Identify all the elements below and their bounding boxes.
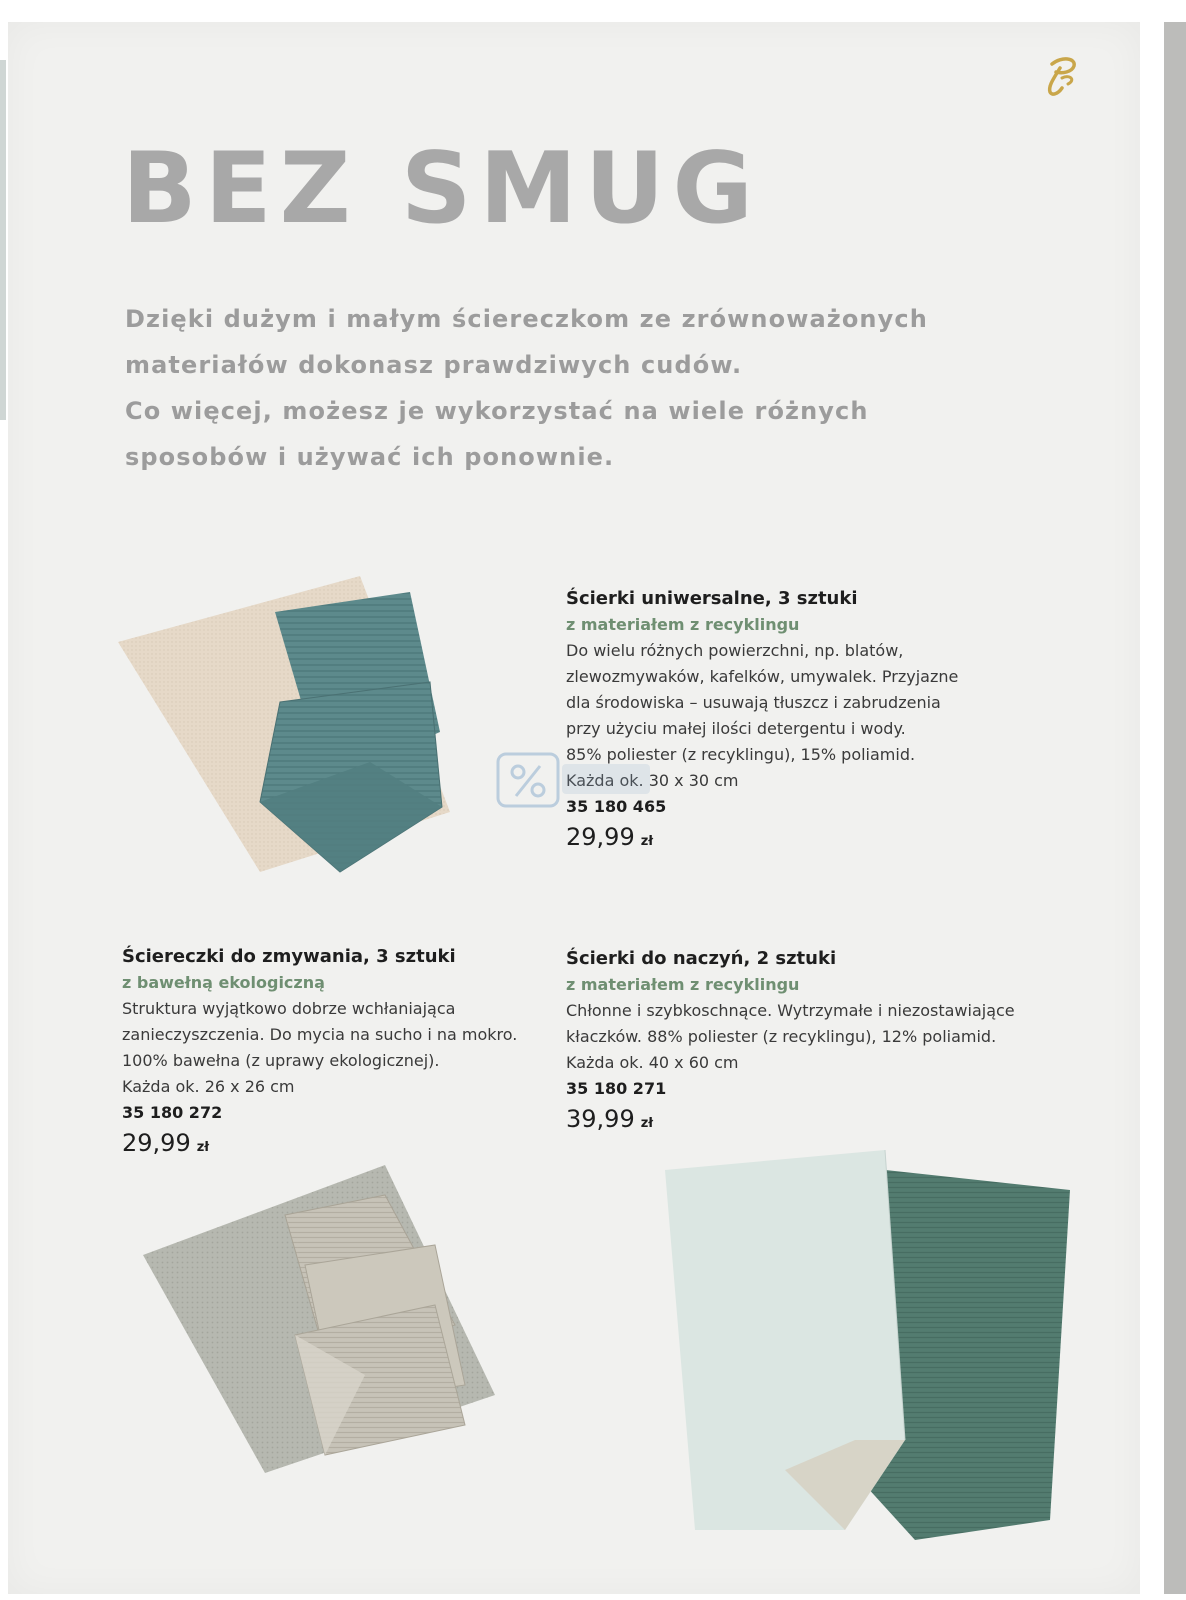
description-line: przy użyciu małej ilości detergentu i wody. — [566, 719, 906, 738]
intro-line: Dzięki dużym i małym ściereczkom ze zrównoważonych — [125, 305, 928, 333]
price-currency: zł — [640, 1116, 654, 1131]
description-line: zanieczyszczenia. Do mycia na sucho i na mokro. — [122, 1025, 518, 1044]
page-edge-shadow — [1164, 22, 1186, 1594]
description-line: dla środowiska – usuwają tłuszcz i zabrudzenia — [566, 693, 941, 712]
product-price — [566, 1106, 1015, 1137]
product-dishwashing-cloths — [122, 944, 517, 1161]
description-line: Do wielu różnych powierzchni, np. blatów, — [566, 641, 904, 660]
description-line: kłaczków. 88% poliester (z recyklingu), 12% poliamid. — [566, 1027, 997, 1046]
description-line: Każda ok. 26 x 26 cm — [122, 1077, 295, 1096]
product-description — [566, 998, 1015, 1076]
description-line: Struktura wyjątkowo dobrze wchłaniająca — [122, 999, 456, 1018]
price-currency: zł — [196, 1140, 210, 1155]
brand-logo-icon — [1040, 52, 1084, 100]
intro-line: sposobów i używać ich ponownie. — [125, 443, 615, 471]
intro-paragraph — [125, 296, 985, 480]
product-description — [122, 996, 517, 1100]
product-code: 35 180 271 — [566, 1079, 667, 1098]
percent-badge-icon — [496, 752, 656, 808]
description-line: Każda ok. 40 x 60 cm — [566, 1053, 739, 1072]
price-value: 39,99 — [566, 1105, 635, 1133]
product-image-dishwashing-cloths — [135, 1155, 515, 1475]
product-name: Ścierki uniwersalne, 3 sztuki — [566, 588, 858, 609]
price-currency: zł — [640, 834, 654, 849]
product-code: 35 180 272 — [122, 1103, 223, 1122]
price-value: 29,99 — [122, 1129, 191, 1157]
product-subtitle: z materiałem z recyklingu — [566, 975, 800, 994]
product-price — [566, 824, 958, 855]
product-name: Ścierki do naczyń, 2 sztuki — [566, 948, 837, 969]
product-image-universal-cloths — [110, 572, 460, 882]
product-image-dish-towels — [655, 1140, 1095, 1540]
page-headline: BEZ SMUG — [122, 132, 761, 246]
product-code: 35 180 465 — [566, 797, 667, 816]
product-subtitle: z materiałem z recyklingu — [566, 615, 800, 634]
intro-line: materiałów dokonasz prawdziwych cudów. — [125, 351, 743, 379]
left-page-strip — [0, 60, 6, 420]
description-line: 85% poliester (z recyklingu), 15% poliamid. — [566, 745, 916, 764]
product-dish-towels — [566, 946, 1015, 1137]
product-name: Ściereczki do zmywania, 3 sztuki — [122, 946, 456, 967]
price-value: 29,99 — [566, 823, 635, 851]
product-universal-cloths — [566, 586, 958, 855]
description-line: Każda ok. 30 x 30 cm — [566, 771, 739, 790]
product-subtitle: z bawełną ekologiczną — [122, 973, 325, 992]
description-line: zlewozmywaków, kafelków, umywalek. Przyjazne — [566, 667, 959, 686]
description-line: 100% bawełna (z uprawy ekologicznej). — [122, 1051, 440, 1070]
intro-line: Co więcej, możesz je wykorzystać na wiele różnych — [125, 397, 869, 425]
description-line: Chłonne i szybkoschnące. Wytrzymałe i niezostawiające — [566, 1001, 1015, 1020]
